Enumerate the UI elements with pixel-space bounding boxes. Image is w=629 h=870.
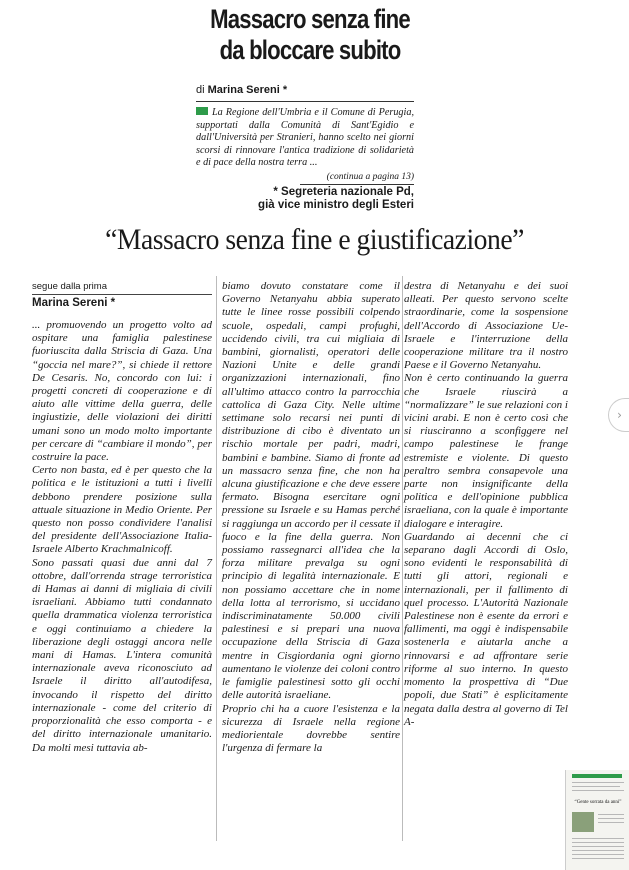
thumbnail-line	[572, 782, 624, 783]
thumbnail-line	[572, 838, 624, 839]
thumbnail-image	[572, 812, 594, 832]
thumbnail-title: “Gente sorrata da anni”	[574, 800, 622, 805]
thumbnail-line	[572, 786, 620, 787]
top-headline-line2: da bloccare subito	[219, 35, 401, 65]
top-lead-text: La Regione dell'Umbria e il Comune di Perugia, supportati dalla Comunità di Sant'Egidio e dall'Università per Stranieri, hanno scelto nei giorni scorsi di rinnovare l'antica tradizione di solidarietà e di pace della nostra terra ...	[196, 107, 414, 169]
byline-prefix: di	[196, 84, 205, 96]
segue-label: segue dalla prima	[32, 281, 107, 292]
paragraph: Proprio chi ha a cuore l'esistenza e la sicurezza di Israele nella regione mediorientale dovrebbe sentire l'urgenza di fermare la	[222, 702, 400, 755]
thumbnail-line	[572, 790, 624, 791]
author-note-line2: già vice ministro degli Esteri	[258, 199, 414, 211]
column-divider	[216, 276, 217, 841]
thumbnail-line	[598, 822, 624, 823]
thumbnail-line	[572, 854, 624, 855]
top-headline	[179, 4, 441, 66]
continue-note: (continua a pagina 13)	[326, 172, 414, 182]
paragraph: ... promuovendo un progetto volto ad ospitare una famiglia palestinese fuoriuscita dalla Striscia di Gaza. Una “goccia nel mare?”, si chiede il rettore De Cesaris. No, concordo con lui: i progetti concreti di cooperazione e di aiuto alle vittime della guerra, delle ingiustizie, delle violazioni dei diritti umani sono un modo molto importante per cercare di “cambiare il mondo”, per costruire la pace.	[32, 319, 212, 464]
thumbnail-header	[572, 774, 622, 778]
paragraph: Certo non basta, ed è per questo che la politica e le istituzioni a tutti i livelli debbono prendere posizione sulla attuale situazione in Medio Oriente. Per questo non posso condividere l'analisi del presidente dell'Associazione Italia-Israele Alberto Krachmalnicoff.	[32, 464, 212, 556]
paragraph: Non è certo continuando la guerra che Israele riuscirà a “normalizzare” le sue relazioni con i vicini arabi. E non è certo così che si riusciranno a sconfiggere nel campo palestinese le frange estremiste e violente. Di questo peraltro sembra consapevole una parte non insignificante della politica e dell'opinione pubblica israeliana, con la quale è importante dialogare e interagire.	[404, 372, 568, 530]
column-divider	[402, 276, 403, 841]
article-author: Marina Sereni *	[32, 297, 116, 309]
paragraph: Guardando ai decenni che ci separano dagli Accordi di Oslo, sono evidenti le responsabilità di tutti gli attori, regionali e internazionali, per il fallimento di quel processo. L'Autorità Nazionale Palestinese non è esente da errori e fallimenti, ma oggi è indispensabile sostenerla e aiutarla anche a rinnovarsi e ad affrontare serie riforme al suo interno. In questo momento la prospettiva di “Due popoli, due Stati” è esplicitamente negata dalla destra al governo di Tel A-	[404, 530, 568, 728]
top-lead	[196, 107, 414, 170]
top-byline	[196, 84, 287, 96]
thumbnail-line	[572, 858, 624, 859]
thumbnail-line	[572, 842, 624, 843]
author-note	[196, 186, 414, 212]
paragraph: destra di Netanyahu e dei suoi alleati. Per questo servono scelte straordinarie, come la sospensione dell'Accordo di Associazione Ue-Israele e l'interruzione della cooperazione militare tra il nostro Paese e il Governo Netanyahu.	[404, 280, 568, 372]
thumbnail-line	[572, 850, 624, 851]
segue-divider	[32, 294, 212, 295]
next-page-button[interactable]	[608, 398, 629, 432]
thumbnail-line	[572, 846, 624, 847]
green-marker-icon	[196, 107, 208, 115]
article-column-2	[222, 280, 400, 755]
paragraph: Sono passati quasi due anni dal 7 ottobre, dall'orrenda strage terroristica di Hamas ai danni di migliaia di civili israeliani. Abbiamo tutti condannato quella drammatica violenza terroristica e oggi continuiamo a chiedere la liberazione degli ostaggi ancora nelle mani di Hamas. L'intera comunità internazionale aveva riconosciuto ad Israele il diritto all'autodifesa, invocando il rispetto del diritto internazionale - come del criterio di proporzionalità che esso comporta - e del diritto internazionale umanitario. Da molti mesi tuttavia ab-	[32, 556, 212, 754]
thumbnail-line	[598, 818, 624, 819]
chevron-right-icon: ›	[617, 408, 622, 422]
article-column-3	[404, 280, 568, 729]
top-divider	[196, 101, 414, 102]
top-headline-line1: Massacro senza fine	[210, 4, 410, 34]
paragraph: biamo dovuto constatare come il Governo Netanyahu abbia superato tutte le linee rosse possibili colpendo scuole, ospedali, campi profughi, uccidendo civili, tra cui migliaia di bambini, giornalisti, operatori delle Nazioni Unite e delle grandi organizzazioni internazionali, fino all'ultimo attacco contro la parrocchia cattolica di Gaza City. Nelle ultime settimane solo recarsi nei punti di distribuzione di cibo è diventato un rischio mortale per padri, madri, bambini e bambine. Siamo di fronte ad un massacro senza fine, che non ha alcuna giustificazione e che deve essere fermato. Bisogna esercitare ogni pressione su Israele e su Hamas perché si raggiunga un accordo per il cessate il fuoco e la fine della guerra. Non possiamo rassegnarci all'idea che la forza militare prevalga su ogni principio di legalità internazionale. E non possiamo accettare che in nome della lotta al terrorismo, si uccidano indiscriminatamente 50.000 civili palestinesi e si prepari una nuova occupazione della Striscia di Gaza mentre in Cisgiordania ogni giorno aumentano le violenze dei coloni contro le famiglie palestinesi sotto gli occhi delle autorità israeliane.	[222, 280, 400, 702]
main-headline: “Massacro senza fine e giustificazione”	[105, 223, 524, 256]
thumbnail-line	[598, 814, 624, 815]
byline-author: Marina Sereni *	[207, 84, 288, 96]
continue-divider	[300, 184, 414, 185]
article-column-1	[32, 319, 212, 755]
author-note-line1: * Segreteria nazionale Pd,	[273, 186, 414, 198]
page-thumbnail[interactable]	[565, 770, 629, 870]
